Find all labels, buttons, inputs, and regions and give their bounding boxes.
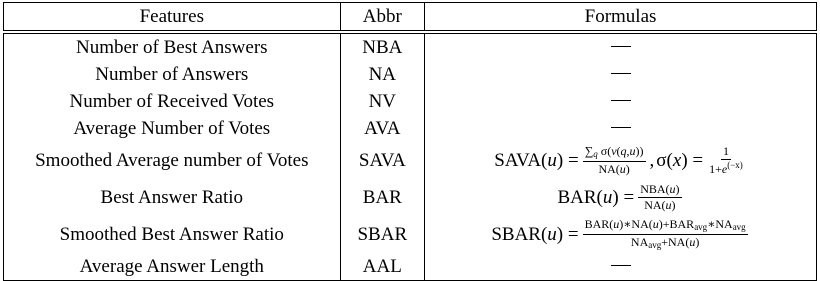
- abbr-cell: BAR: [340, 179, 424, 216]
- formula-cell: [425, 88, 817, 115]
- table-row: [4, 142, 817, 179]
- formula-cell-bar: [425, 179, 817, 216]
- sava-formula: [494, 145, 747, 176]
- feature-cell: Number of Received Votes: [4, 88, 341, 115]
- feature-cell: Smoothed Average number of Votes: [4, 142, 341, 179]
- features-table: [3, 2, 817, 281]
- header-features: Features: [4, 3, 341, 33]
- sava-denominator: NA(u): [598, 161, 630, 176]
- table-row: [4, 32, 817, 61]
- abbr-cell: SAVA: [340, 142, 424, 179]
- abbr-cell: NV: [340, 88, 424, 115]
- feature-cell: Best Answer Ratio: [4, 179, 341, 216]
- sbar-numerator: $BAR(u)∗NA(u)+BAR_{avg}∗NA_{avg}$: [583, 218, 748, 235]
- sbar-denominator: $NA_{avg}+NA(u)$: [630, 235, 700, 250]
- feature-cell: Smoothed Best Answer Ratio: [4, 216, 341, 253]
- formula-cell-sbar: [425, 216, 817, 253]
- dash-mark: [611, 265, 631, 266]
- formula-cell: [425, 32, 817, 61]
- abbr-cell: NBA: [340, 32, 424, 61]
- sigma-lhs: σ(x) =: [656, 150, 704, 171]
- table-row: [4, 216, 817, 253]
- sigma-denominator: $1+e^{(-x)}$: [709, 160, 743, 176]
- feature-cell: Average Number of Votes: [4, 115, 341, 142]
- abbr-cell: AAL: [340, 253, 424, 281]
- abbr-cell: AVA: [340, 115, 424, 142]
- table-row: [4, 115, 817, 142]
- features-table-wrapper: [3, 2, 817, 281]
- sava-numerator: $\sum_q$ σ(v(q,u)): [583, 145, 646, 162]
- sava-lhs: SAVA(u) =: [494, 150, 579, 171]
- sigma-numerator: 1: [721, 145, 731, 160]
- dash-mark: [611, 127, 631, 128]
- formula-cell: [425, 115, 817, 142]
- formula-cell: [425, 61, 817, 88]
- bar-fraction: [638, 183, 681, 212]
- dash-mark: [611, 73, 631, 74]
- table-row: [4, 88, 817, 115]
- abbr-cell: NA: [340, 61, 424, 88]
- header-formulas: Formulas: [425, 3, 817, 33]
- header-abbr: Abbr: [340, 3, 424, 33]
- sava-separator: ,: [649, 150, 655, 171]
- table-row: [4, 179, 817, 216]
- sbar-lhs: SBAR(u) =: [491, 224, 579, 245]
- header-row: [4, 3, 817, 33]
- feature-cell: Number of Best Answers: [4, 32, 341, 61]
- sigma-fraction: [707, 145, 745, 176]
- sbar-fraction: [583, 218, 748, 251]
- table-row: [4, 253, 817, 281]
- formula-cell: [425, 253, 817, 281]
- formula-cell-sava: [425, 142, 817, 179]
- bar-lhs: BAR(u) =: [557, 187, 635, 208]
- dash-mark: [611, 100, 631, 101]
- table-row: [4, 61, 817, 88]
- feature-cell: Average Answer Length: [4, 253, 341, 281]
- feature-cell: Number of Answers: [4, 61, 341, 88]
- bar-denominator: NA(u): [644, 198, 676, 212]
- bar-numerator: NBA(u): [638, 183, 681, 198]
- sava-fraction: [583, 145, 646, 176]
- sbar-formula: [491, 218, 749, 251]
- dash-mark: [611, 46, 631, 47]
- bar-formula: [557, 183, 683, 212]
- abbr-cell: SBAR: [340, 216, 424, 253]
